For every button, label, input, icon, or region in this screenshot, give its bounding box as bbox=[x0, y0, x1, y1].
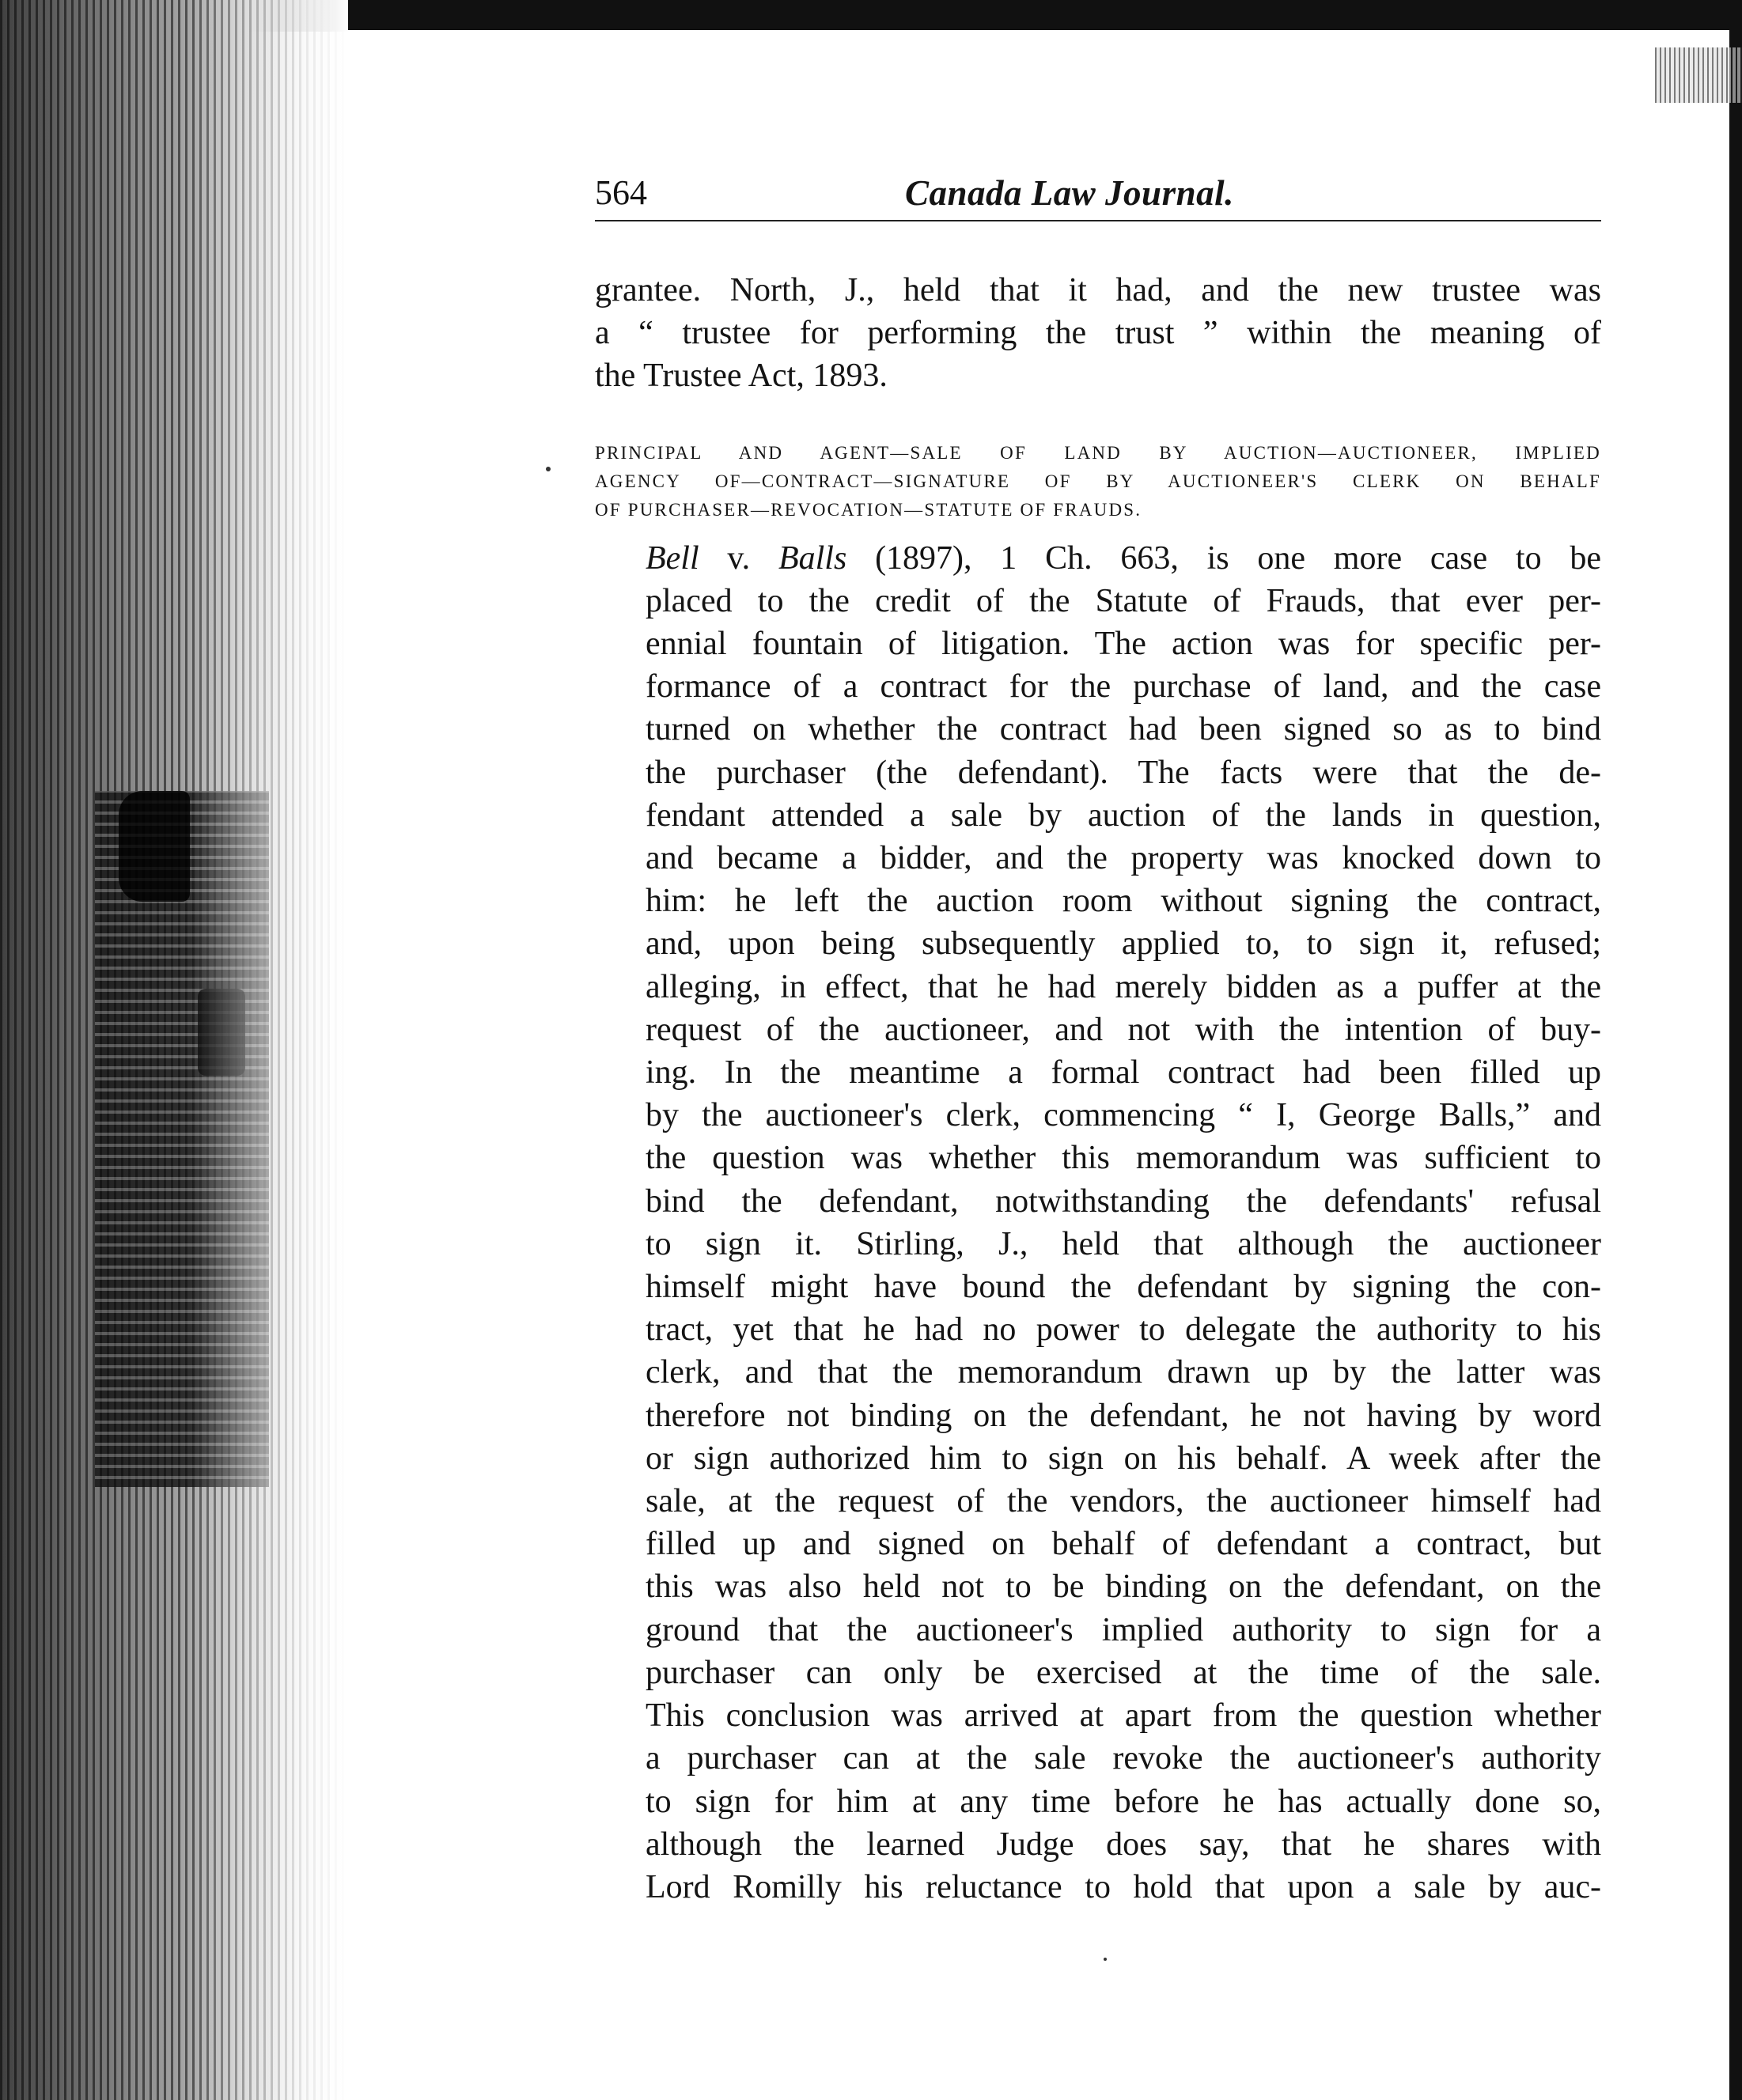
case-citation: (1897), 1 Ch. 663, is one more case to be bbox=[846, 539, 1601, 577]
text-line: although the learned Judge does say, that he shares with bbox=[646, 1826, 1601, 1863]
page-number: 564 bbox=[595, 173, 647, 212]
headnote-line: OF PURCHASER—REVOCATION—STATUTE OF FRAUDS. bbox=[595, 499, 1142, 520]
text-line: turned on whether the contract had been signed so as to bind bbox=[646, 711, 1601, 748]
text-line: this was also held not to be binding on the defendant, on the bbox=[646, 1568, 1601, 1606]
text-line: by the auctioneer's clerk, commencing “ I, George Balls,” and bbox=[646, 1097, 1601, 1134]
text-line: and became a bidder, and the property was knocked down to bbox=[646, 840, 1601, 877]
text-line: Lord Romilly his reluctance to hold that upon a sale by auc- bbox=[646, 1868, 1601, 1905]
opening-paragraph bbox=[595, 269, 1601, 398]
text-line: sale, at the request of the vendors, the auctioneer himself had bbox=[646, 1483, 1601, 1520]
text-line: ennial fountain of litigation. The action was for specific per- bbox=[646, 626, 1601, 663]
text-line: therefore not binding on the defendant, he not having by word bbox=[646, 1397, 1601, 1434]
text-line: placed to the credit of the Statute of Frauds, that ever per- bbox=[646, 582, 1601, 619]
text-line: filled up and signed on behalf of defendant a contract, but bbox=[646, 1526, 1601, 1563]
journal-title: Canada Law Journal. bbox=[905, 173, 1234, 213]
text-line: grantee. North, J., held that it had, and the new trustee was bbox=[595, 272, 1601, 308]
text-line: a purchaser can at the sale revoke the auctioneer's authority bbox=[646, 1740, 1601, 1777]
speck bbox=[1104, 1958, 1107, 1961]
gutter-fade bbox=[0, 0, 348, 2100]
text-line: formance of a contract for the purchase of land, and the case bbox=[646, 668, 1601, 706]
text-line: to sign for him at any time before he has actually done so, bbox=[646, 1783, 1601, 1820]
text-line: or sign authorized him to sign on his behalf. A week after the bbox=[646, 1440, 1601, 1477]
text-line: alleging, in effect, that he had merely bidden as a puffer at the bbox=[646, 968, 1601, 1005]
scan-edge-right bbox=[1729, 0, 1742, 2100]
text-line: fendant attended a sale by auction of the lands in question, bbox=[646, 796, 1601, 834]
text-line: ground that the auctioneer's implied authority to sign for a bbox=[646, 1611, 1601, 1648]
case-name-plaintiff: Bell bbox=[646, 539, 699, 577]
text-line: a “ trustee for performing the trust ” within the meaning of bbox=[595, 315, 1601, 352]
case-first-line bbox=[595, 537, 1601, 580]
text-line: him: he left the auction room without signing the contract, bbox=[646, 883, 1601, 920]
text-line: tract, yet that he had no power to delegate the authority to his bbox=[646, 1311, 1601, 1349]
case-name-defendant: Balls bbox=[778, 539, 847, 577]
text-line: request of the auctioneer, and not with the intention of buy- bbox=[646, 1011, 1601, 1048]
scan-edge-top bbox=[332, 0, 1742, 30]
text-line: This conclusion was arrived at apart from the question whether bbox=[646, 1697, 1601, 1735]
text-line: to sign it. Stirling, J., held that although the auctioneer bbox=[646, 1225, 1601, 1262]
running-head bbox=[595, 171, 1601, 221]
case-paragraph bbox=[595, 537, 1601, 1909]
text-line: purchaser can only be exercised at the time of the sale. bbox=[646, 1654, 1601, 1691]
text-line: the question was whether this memorandum was sufficient to bbox=[646, 1140, 1601, 1177]
text-line: ing. In the meantime a formal contract had been filled up bbox=[646, 1054, 1601, 1092]
headnote-line: PRINCIPAL AND AGENT—SALE OF LAND BY AUCTION—AUCTIONEER, IMPLIED bbox=[595, 442, 1601, 463]
text-line: and, upon being subsequently applied to, to sign it, refused; bbox=[646, 925, 1601, 963]
text-line: clerk, and that the memorandum drawn up by the latter was bbox=[646, 1354, 1601, 1391]
speck bbox=[546, 467, 551, 471]
text-line: himself might have bound the defendant by signing the con- bbox=[646, 1269, 1601, 1306]
text-line: the purchaser (the defendant). The facts were that the de- bbox=[646, 754, 1601, 791]
journal-page bbox=[595, 171, 1601, 1909]
case-headnote bbox=[595, 439, 1601, 524]
scan-edge-right-noise bbox=[1655, 47, 1742, 103]
case-connector: v. bbox=[699, 539, 778, 577]
text-line: bind the defendant, notwithstanding the defendants' refusal bbox=[646, 1182, 1601, 1220]
headnote-line: AGENCY OF—CONTRACT—SIGNATURE OF BY AUCTIONEER'S CLERK ON BEHALF bbox=[595, 471, 1601, 491]
text-line: the Trustee Act, 1893. bbox=[595, 358, 888, 395]
